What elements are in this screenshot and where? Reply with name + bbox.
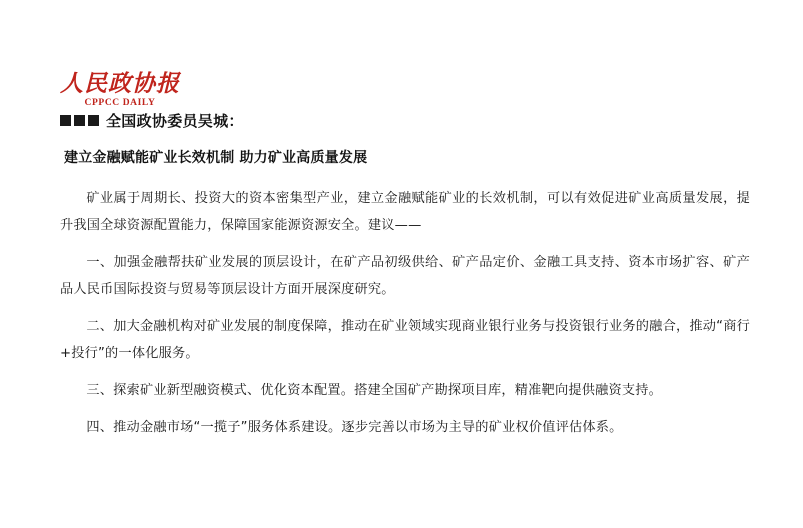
article-paragraph: 矿业属于周期长、投资大的资本密集型产业，建立金融赋能矿业的长效机制，可以有效促进矿业高质量发展，提升我国全球资源配置能力，保障国家能源资源安全。建议—— [60, 191, 750, 234]
byline-row [60, 110, 750, 131]
masthead [60, 72, 180, 108]
article-paragraph: 一、加强金融帮扶矿业发展的顶层设计，在矿产品初级供给、矿产品定价、金融工具支持、资本市场扩容、矿产品人民币国际投资与贸易等顶层设计方面开展深度研究。 [60, 255, 750, 298]
article-paragraph: 二、加大金融机构对矿业发展的制度保障，推动在矿业领域实现商业银行业务与投资银行业务的融合，推动“商行+投行”的一体化服务。 [60, 319, 750, 362]
article-content [60, 110, 750, 452]
article-subtitle: 建立金融赋能矿业长效机制 助力矿业高质量发展 [64, 150, 368, 166]
masthead-title-en: CPPCC DAILY [84, 98, 156, 109]
bullet-squares-icon [60, 115, 99, 126]
article-paragraph: 四、推动金融市场“一揽子”服务体系建设。逐步完善以市场为主导的矿业权价值评估体系。 [86, 420, 623, 436]
masthead-title-cn: 人民政协报 [60, 70, 180, 97]
article-paragraph: 三、探索矿业新型融资模式、优化资本配置。搭建全国矿产勘探项目库，精准靶向提供融资支持。 [86, 383, 663, 399]
article-byline: 全国政协委员吴城： [106, 112, 244, 130]
